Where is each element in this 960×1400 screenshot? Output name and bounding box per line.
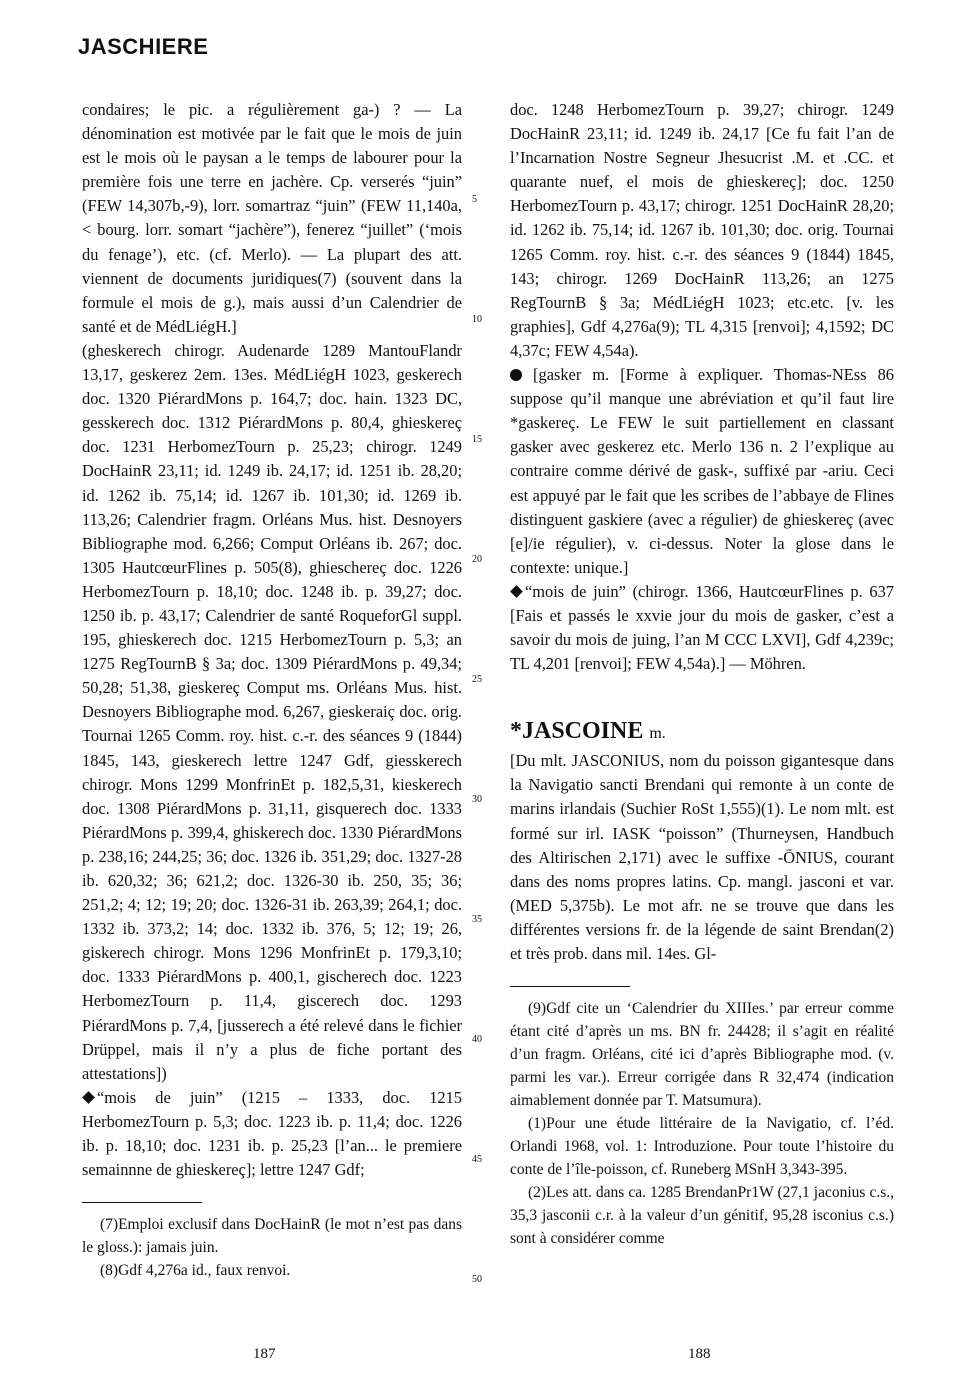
- line-number: 20: [472, 554, 482, 565]
- left-paragraph-3: [82, 1086, 462, 1182]
- line-number: 50: [472, 1274, 482, 1285]
- footnote-2: (2)Les att. dans ca. 1285 BrendanPr1W (27,1 jaconius c.s., 35,3 jasconii c.r. à la valeur d’un génitif, 95,28 isconius c.s.) sont à considérer comme: [510, 1184, 894, 1248]
- entry-headword: *JASCOINE: [510, 718, 644, 745]
- right-column: [510, 98, 894, 1250]
- right-paragraph-3-text: “mois de juin” (chirogr. 1366, HautcœurFlines p. 637 [Fais et passés le xxvie jour du mois de gasker, c’est a savoir du mois de juing, l’an M CCC LXVI], Gdf 4,239c; TL 4,201 [renvoi]; FEW 4,54a).] — Möhren.: [510, 581, 894, 674]
- left-paragraph-3-text: “mois de juin” (1215 – 1333, doc. 1215 HerbomezTourn p. 5,3; doc. 1223 ib. p. 11,4; doc. 1226 ib. p. 18,10; doc. 1231 ib. p. 25,23 [l’an... le premiere semainnne de ghieskereç]; lettre 1247 Gdf;: [82, 1087, 462, 1180]
- right-paragraph-2: [510, 363, 894, 580]
- right-paragraph-3: [510, 580, 894, 676]
- bullet-icon: [510, 369, 522, 381]
- page-number-right: 188: [688, 1346, 711, 1362]
- line-number: 15: [472, 434, 482, 445]
- running-header: JASCHIERE: [78, 34, 209, 59]
- left-column: [82, 98, 462, 1282]
- left-paragraph-1: condaires; le pic. a régulièrement ga-) ? — La dénomination est motivée par le fait que le mois de juin est le mois où le paysan a le temps de labourer pour la première fois une terre en jachère. Cp. verserés “juin” (FEW 14,307b,-9), lorr. somartraz “juin” (FEW 11,140a, < bourg. lorr. somart “jachère”), fenerez “juillet” (‘mois du fenage’), etc. (cf. Merlo). — La plupart des att. viennent de documents juridiques(7) (souvent dans la formule el mois de g.), mais aussi d’un Calendrier de santé et de MédLiégH.]: [82, 100, 462, 336]
- right-paragraph-1: doc. 1248 HerbomezTourn p. 39,27; chirogr. 1249 DocHainR 23,11; id. 1249 ib. 24,17 [Ce fu fait l’an de l’Incarnation Nostre Segneur Jhesucrist .M. et .CC. et quarante nuef, el mois de ghieskereç]; doc. 1250 HerbomezTourn p. 43,17; chirogr. 1251 DocHainR 28,20; id. 1262 ib. 75,14; id. 1267 ib. 101,30; doc. orig. Tournai 1265 Comm. roy. hist. c.-r. des séances 9 (1844) 1845, 143; chirogr. 1269 DocHainR 113,26; an 1275 RegTournB § 3a; MédLiégH 1023; etc.etc. [v. les graphies], Gdf 4,276a(9); TL 4,315 [renvoi]; 4,1592; DC 4,37c; FEW 4,54a).: [510, 100, 894, 360]
- line-number: 45: [472, 1154, 482, 1165]
- footnote-rule: [510, 986, 630, 987]
- line-number: 35: [472, 914, 482, 925]
- footnote-1: (1)Pour une étude littéraire de la Navigatio, cf. l’éd. Orlandi 1968, vol. 1: Introduzione. Pour toute l’histoire du conte de l’île-poisson, cf. Runeberg MSnH 3,343-395.: [510, 1115, 894, 1179]
- line-number: 30: [472, 794, 482, 805]
- line-number: 40: [472, 1034, 482, 1045]
- diamond-icon: [510, 585, 523, 598]
- entry-gender: m.: [649, 725, 666, 743]
- right-paragraph-4: [Du mlt. JASCONIUS, nom du poisson gigantesque dans la Navigatio sancti Brendani qui remonte à un conte de marins irlandais (Suchier RoSt 1,555)(1). Le nom mlt. est formé sur irl. IASK “poisson” (Thurneysen, Handbuch des Altirischen 2,171) avec le suffixe -ŌNIUS, courant dans des noms propres latins. Cp. mangl. jasconi et var. (MED 5,375b). Le mot afr. ne se trouve que dans les différentes versions fr. de la légende de saint Brendan(2) et très prob. dans mil. 14es. Gl-: [510, 751, 894, 963]
- footnote-8: (8)Gdf 4,276a id., faux renvoi.: [100, 1262, 291, 1280]
- footnote-7: (7)Emploi exclusif dans DocHainR (le mot n’est pas dans le gloss.): jamais juin.: [82, 1216, 462, 1257]
- line-number: 5: [472, 194, 477, 205]
- entry-heading: [510, 716, 894, 749]
- right-paragraph-2-text: [gasker m. [Forme à expliquer. Thomas-NEss 86 suppose qu’il manque une abréviation et qu’il faut lire *gaskereç. Le FEW le suit partiellement en classant gasker avec geskerez etc. Merlo 136 n. 2 l’explique au contraire comme dérivé de gask-, suffixé par -ariu. Ceci est appuyé par le fait que les scribes de l’abbaye de Flines distinguent gaskiere (avec a régulier) de ghieskereç (avec [e]/ie régulier), v. ci-dessus. Noter la glose dans le contexte: unique.]: [510, 365, 894, 577]
- page-number-left: 187: [253, 1346, 276, 1362]
- line-number: 25: [472, 674, 482, 685]
- line-number: 10: [472, 314, 482, 325]
- left-paragraph-2: (gheskerech chirogr. Audenarde 1289 MantouFlandr 13,17, geskerez 2em. 13es. MédLiégH 1023, geskerech doc. 1320 PiérardMons p. 164,7; doc. hain. 1323 DC, gesskerech doc. 1312 PiérardMons p. 80,4, ghieskereç doc. 1231 HerbomezTourn p. 25,23; chirogr. 1249 DocHainR 23,11; id. 1249 ib. 24,17; id. 1251 ib. 28,20; id. 1262 ib. 75,14; id. 1267 ib. 101,30; id. 1269 ib. 113,26; Calendrier fragm. Orléans Mus. hist. Desnoyers Bibliographe mod. 6,266; Comput Orléans ib. 267; doc. 1305 HautcœurFlines p. 505(8), ghieschereç doc. 1226 HerbomezTourn p. 18,10; doc. 1248 ib. p. 39,27; doc. 1250 ib. p. 43,17; Calendrier de santé RoqueforGl suppl. 195, ghieskerech doc. 1215 HerbomezTourn p. 5,3; an 1275 RegTournB § 3a; doc. 1309 PiérardMons p. 49,34; 50,28; 51,38, gieskereç Comput ms. Orléans Mus. hist. Desnoyers Bibliographe mod. 6,267, gieskeraiç doc. orig. Tournai 1265 Comm. roy. hist. c.-r. des séances 9 (1844) 1845, 143, gieskerech lettre 1247 Gdf, giesskerech chirogr. Mons 1299 MonfrinEt p. 182,5,31, kieskerech doc. 1308 PiérardMons p. 31,11, gisquerech doc. 1333 PiérardMons p. 399,4, ghiskerech doc. 1330 PiérardMons p. 238,16; 244,25; 36; doc. 1326 ib. 351,29; doc. 1327-28 ib. 620,32; 36; 621,2; doc. 1326-30 ib. 250, 35; 36; 251,2; 4; 12; 19; 20; doc. 1326-31 ib. 263,39; 264,1; doc. 1332 ib. 373,2; 14; doc. 1332 ib. 376, 5; 12; 19; 26, giskerech chirogr. Mons 1296 MonfrinEt p. 179,3,10; doc. 1333 PiérardMons p. 400,1, gischerech doc. 1223 HerbomezTourn p. 11,4, giscerech doc. 1293 PiérardMons p. 7,4, [jusserech a été relevé dans le fichier Drüppel, mais il n’y a plus de fiche portant des attestations]): [82, 340, 462, 1083]
- diamond-icon: [82, 1091, 95, 1104]
- footnote-rule: [82, 1202, 202, 1203]
- footnote-9: (9)Gdf cite un ‘Calendrier du XIIIes.’ par erreur comme étant cité d’après un ms. BN fr. 24428; il s’agit en réalité d’un fragm. Orléans, cité ici d’après Bibliographe mod. (v. parmi les var.). Erreur corrigée dans R 32,474 (indication aimablement donnée par T. Matsumura).: [510, 1000, 894, 1110]
